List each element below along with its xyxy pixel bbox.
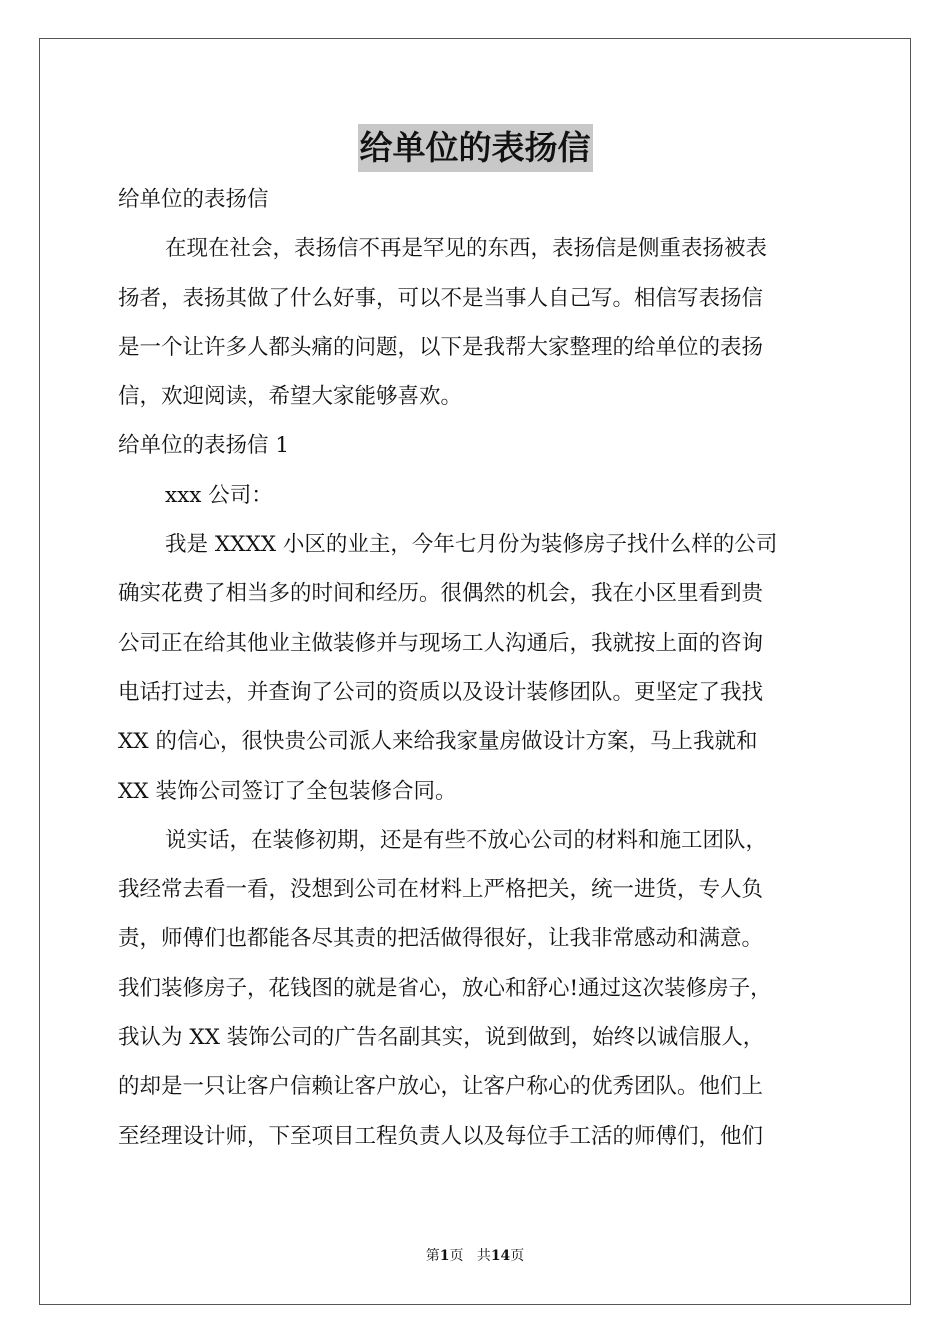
body-line: 的却是一只让客户信赖让客户放心，让客户称心的优秀团队。他们上 <box>118 1074 764 1100</box>
body-line: 给单位的表扬信 1 <box>118 433 290 459</box>
body-line: 公司正在给其他业主做装修并与现场工人沟通后，我就按上面的咨询 <box>118 630 764 656</box>
footer-page-number: 1 <box>439 1248 450 1264</box>
body-line: 我们装修房子，花钱图的就是省心，放心和舒心!通过这次装修房子， <box>118 975 772 1001</box>
body-line: 在现在社会，表扬信不再是罕见的东西，表扬信是侧重表扬被表 <box>165 236 768 262</box>
body-line: 电话打过去，并查询了公司的资质以及设计装修团队。更坚定了我找 <box>118 679 764 705</box>
body-line: 责，师傅们也都能各尽其责的把活做得很好，让我非常感动和满意。 <box>118 926 764 952</box>
body-line: 信，欢迎阅读，希望大家能够喜欢。 <box>118 384 463 410</box>
document-body <box>118 175 836 1161</box>
body-line: 给单位的表扬信 <box>118 187 269 212</box>
body-line: XX 的信心，很快贵公司派人来给我家量房做设计方案，马上我就和 <box>118 729 758 755</box>
footer-total-prefix: 共 <box>476 1248 491 1264</box>
body-line: 至经理设计师，下至项目工程负责人以及每位手工活的师傅们，他们 <box>118 1123 764 1149</box>
footer-page-suffix: 页 <box>449 1248 464 1264</box>
body-line: 我经常去看一看，没想到公司在材料上严格把关，统一进货，专人负 <box>118 877 764 903</box>
body-line: XX 装饰公司签订了全包装修合同。 <box>118 778 457 804</box>
body-line: 是一个让许多人都头痛的问题，以下是我帮大家整理的给单位的表扬 <box>118 334 764 360</box>
body-line: 确实花费了相当多的时间和经历。很偶然的机会，我在小区里看到贵 <box>118 581 764 607</box>
body-line: 说实话，在装修初期，还是有些不放心公司的材料和施工团队， <box>165 827 768 853</box>
page-footer <box>0 1246 950 1266</box>
document-title-wrapper <box>0 124 950 172</box>
body-line: 我认为 XX 装饰公司的广告名副其实，说到做到，始终以诚信服人， <box>118 1025 765 1051</box>
footer-total-pages: 14 <box>490 1248 511 1264</box>
footer-total-suffix: 页 <box>510 1248 525 1264</box>
body-line: 我是 XXXX 小区的业主，今年七月份为装修房子找什么样的公司 <box>165 532 778 558</box>
body-line: 扬者，表扬其做了什么好事，可以不是当事人自己写。相信写表扬信 <box>118 285 764 311</box>
document-title: 给单位的表扬信 <box>358 124 593 172</box>
body-line: xxx 公司： <box>165 482 273 508</box>
footer-page-prefix: 第 <box>425 1248 440 1264</box>
